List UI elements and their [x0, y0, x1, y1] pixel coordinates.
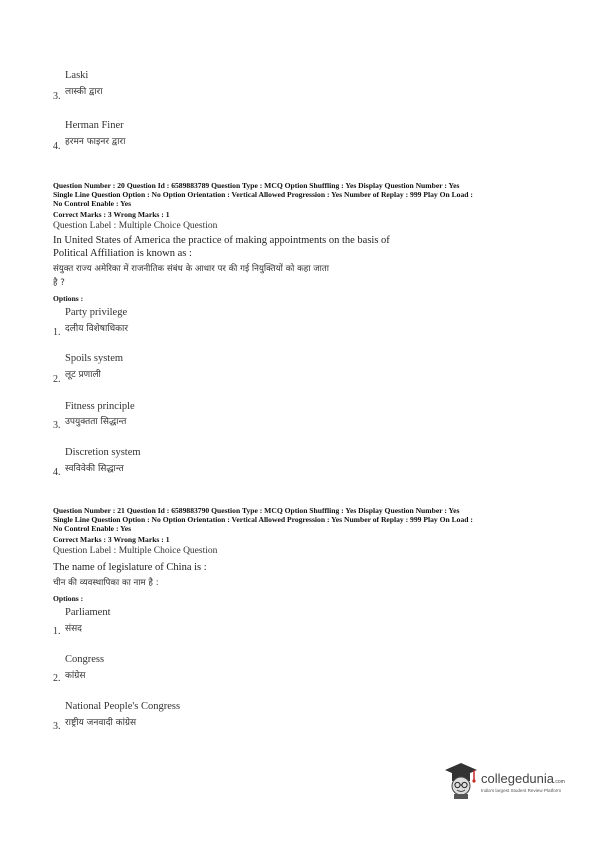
- option-text-hi: राष्ट्रीय जनवादी कांग्रेस: [65, 718, 137, 728]
- option-text-hi: लास्की द्वारा: [65, 87, 103, 97]
- option-number: 1.: [53, 626, 61, 637]
- option-text-en: Party privilege: [65, 307, 128, 318]
- option-text-hi: स्वविवेकी सिद्धान्त: [65, 464, 124, 474]
- options-label: Options :: [53, 594, 84, 603]
- option-text-en: Parliament: [65, 607, 111, 618]
- marks-line: Correct Marks : 3 Wrong Marks : 1: [53, 210, 170, 219]
- option-text-en: Congress: [65, 654, 105, 665]
- option-text-en: National People's Congress: [65, 701, 181, 712]
- option-number: 4.: [53, 467, 61, 478]
- meta-line-1: Question Number : 21 Question Id : 6589883790 Question Type : MCQ Option Shuffling : Yes Display Question Number : Yes: [53, 506, 460, 515]
- question-text-hi: संयुक्त राज्य अमेरिका में राजनीतिक संबंध के आधार पर की गई नियुक्तियों को कहा जाता: [53, 264, 329, 274]
- question-label: Question Label : Multiple Choice Question: [53, 221, 218, 231]
- question-text-en: In United States of America the practice of making appointments on the basis of: [53, 235, 390, 246]
- question-text-en-cont: Political Affiliation is known as :: [53, 248, 192, 259]
- question-text-en: The name of legislature of China is :: [53, 562, 207, 573]
- question-meta: [53, 181, 553, 208]
- meta-line-2: Single Line Question Option : No Option Orientation : Vertical Allowed Progression : Yes Number of Replay : 999 Play On Load :: [53, 190, 473, 199]
- meta-line-1: Question Number : 20 Question Id : 6589883789 Question Type : MCQ Option Shuffling : Yes Display Question Number : Yes: [53, 181, 460, 190]
- logo-tagline: India's largest Student Review Platform: [481, 788, 562, 793]
- meta-line-3: No Control Enable : Yes: [53, 524, 132, 533]
- option-number: 2.: [53, 374, 61, 385]
- question-text-hi-cont: है ?: [53, 278, 65, 288]
- options-label: Options :: [53, 294, 84, 303]
- meta-line-2: Single Line Question Option : No Option Orientation : Vertical Allowed Progression : Yes Number of Replay : 999 Play On Load :: [53, 515, 473, 524]
- option-text-en: Herman Finer: [65, 120, 124, 131]
- logo-wordmark: [481, 771, 565, 786]
- option-number: 2.: [53, 673, 61, 684]
- option-text-hi: दलीय विशेषाधिकार: [65, 324, 129, 334]
- option-text-en: Discretion system: [65, 447, 141, 458]
- marks-line: Correct Marks : 3 Wrong Marks : 1: [53, 535, 170, 544]
- option-number: 1.: [53, 327, 61, 338]
- option-text-en: Laski: [65, 70, 89, 81]
- option-text-hi: संसद: [65, 624, 82, 634]
- option-number: 3.: [53, 721, 61, 732]
- option-text-hi: लूट प्रणाली: [65, 370, 101, 380]
- option-text-en: Spoils system: [65, 353, 124, 364]
- option-text-en: Fitness principle: [65, 401, 135, 412]
- meta-line-3: No Control Enable : Yes: [53, 199, 132, 208]
- logo-suffix: .com: [554, 779, 565, 785]
- logo-name: collegedunia: [481, 771, 555, 786]
- option-text-hi: कांग्रेस: [65, 671, 86, 681]
- option-number: 3.: [53, 91, 61, 102]
- option-text-hi: उपयुक्तता सिद्धान्त: [65, 417, 127, 427]
- option-text-hi: हरमन फाइनर द्वारा: [65, 137, 126, 147]
- option-number: 4.: [53, 141, 61, 152]
- option-number: 3.: [53, 420, 61, 431]
- graduate-mascot-icon: [441, 760, 479, 800]
- question-meta: [53, 506, 553, 533]
- question-label: Question Label : Multiple Choice Question: [53, 546, 218, 556]
- question-text-hi: चीन की व्यवस्थापिका का नाम है :: [53, 578, 159, 588]
